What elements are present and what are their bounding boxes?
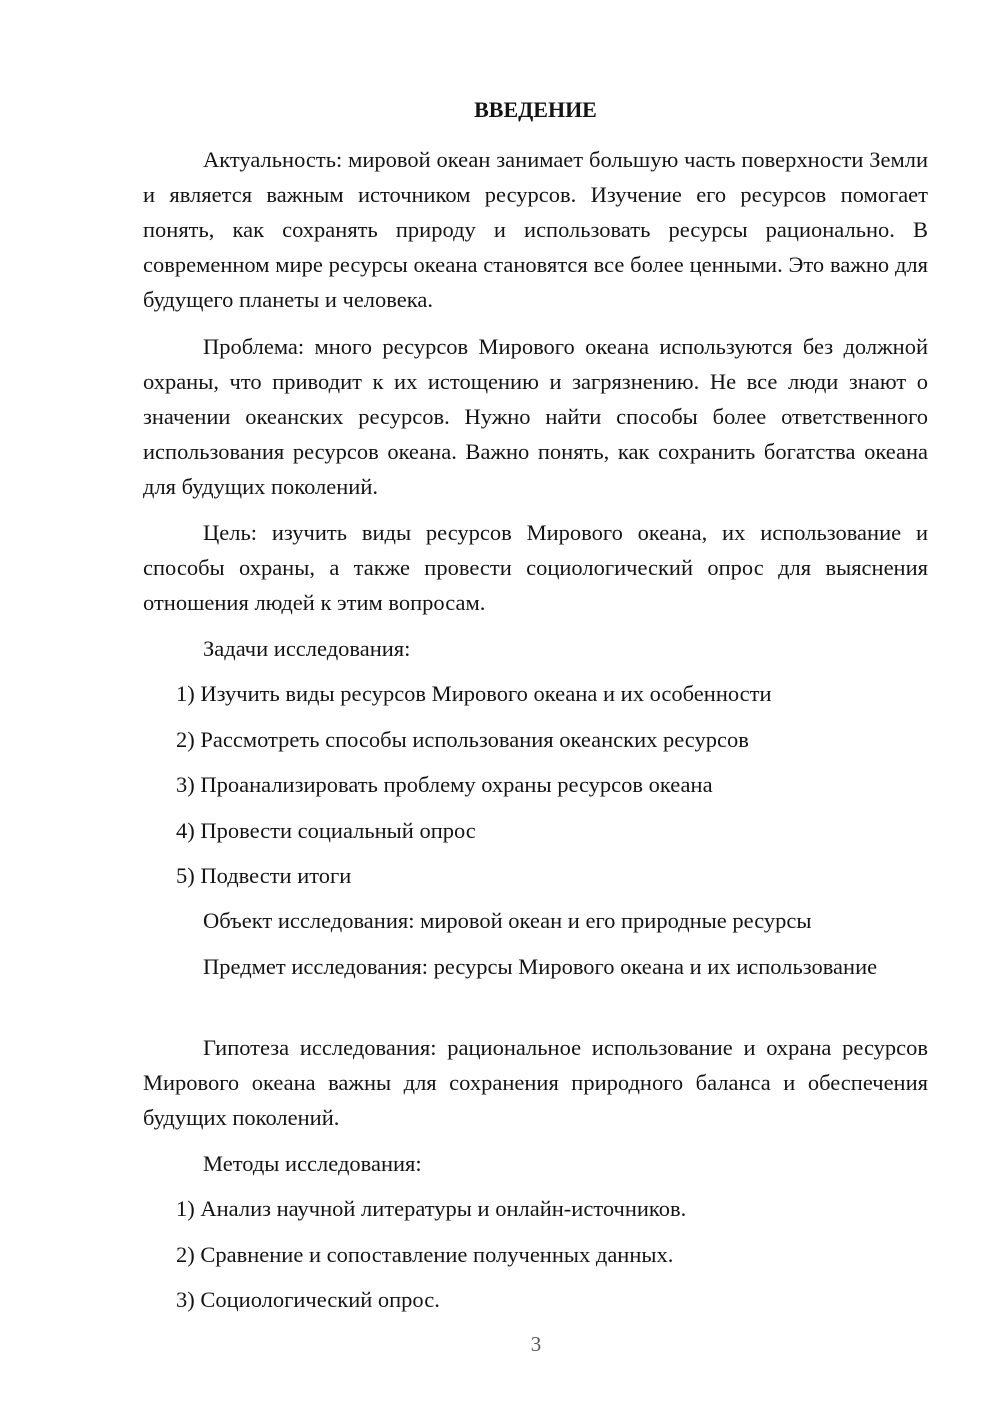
method-item: 2) Сравнение и сопоставление полученных данных. xyxy=(176,1242,674,1267)
hypothesis-paragraph: Гипотеза исследования: рациональное использование и охрана ресурсов Мирового океана важны для сохранения природного баланса и обеспечения будущих поколений. xyxy=(143,1035,928,1130)
method-item: 1) Анализ научной литературы и онлайн-источников. xyxy=(176,1196,687,1221)
section-title: ВВЕДЕНИЕ xyxy=(474,97,597,122)
page-number: 3 xyxy=(530,1332,542,1356)
subject-paragraph: Предмет исследования: ресурсы Мирового океана и их использование xyxy=(203,954,878,979)
problem-paragraph: Проблема: много ресурсов Мирового океана используются без должной охраны, что приводит к их истощению и загрязнению. Не все люди знают о значении океанских ресурсов. Нужно найти способы более ответственного использования ресурсов океана. Важно понять, как сохранить богатства океана для будущих поколений. xyxy=(143,334,928,499)
task-item: 4) Провести социальный опрос xyxy=(176,818,476,843)
object-line: Объект исследования: мировой океан и его природные ресурсы xyxy=(203,908,812,933)
task-item: 1) Изучить виды ресурсов Мирового океана и их особенности xyxy=(176,681,772,706)
task-item: 5) Подвести итоги xyxy=(176,863,352,888)
tasks-heading: Задачи исследования: xyxy=(203,636,411,661)
methods-heading: Методы исследования: xyxy=(203,1151,422,1176)
task-item: 3) Проанализировать проблему охраны ресурсов океана xyxy=(176,772,713,797)
relevance-paragraph: Актуальность: мировой океан занимает большую часть поверхности Земли и является важным источником ресурсов. Изучение его ресурсов помогает понять, как сохранять природу и использовать ресурсы рационально. В современном мире ресурсы океана становятся все более ценными. Это важно для будущего планеты и человека. xyxy=(143,147,928,312)
task-item: 2) Рассмотреть способы использования океанских ресурсов xyxy=(176,727,749,752)
goal-paragraph: Цель: изучить виды ресурсов Мирового океана, их использование и способы охраны, а также провести социологический опрос для выяснения отношения людей к этим вопросам. xyxy=(143,520,928,615)
method-item: 3) Социологический опрос. xyxy=(176,1287,440,1312)
